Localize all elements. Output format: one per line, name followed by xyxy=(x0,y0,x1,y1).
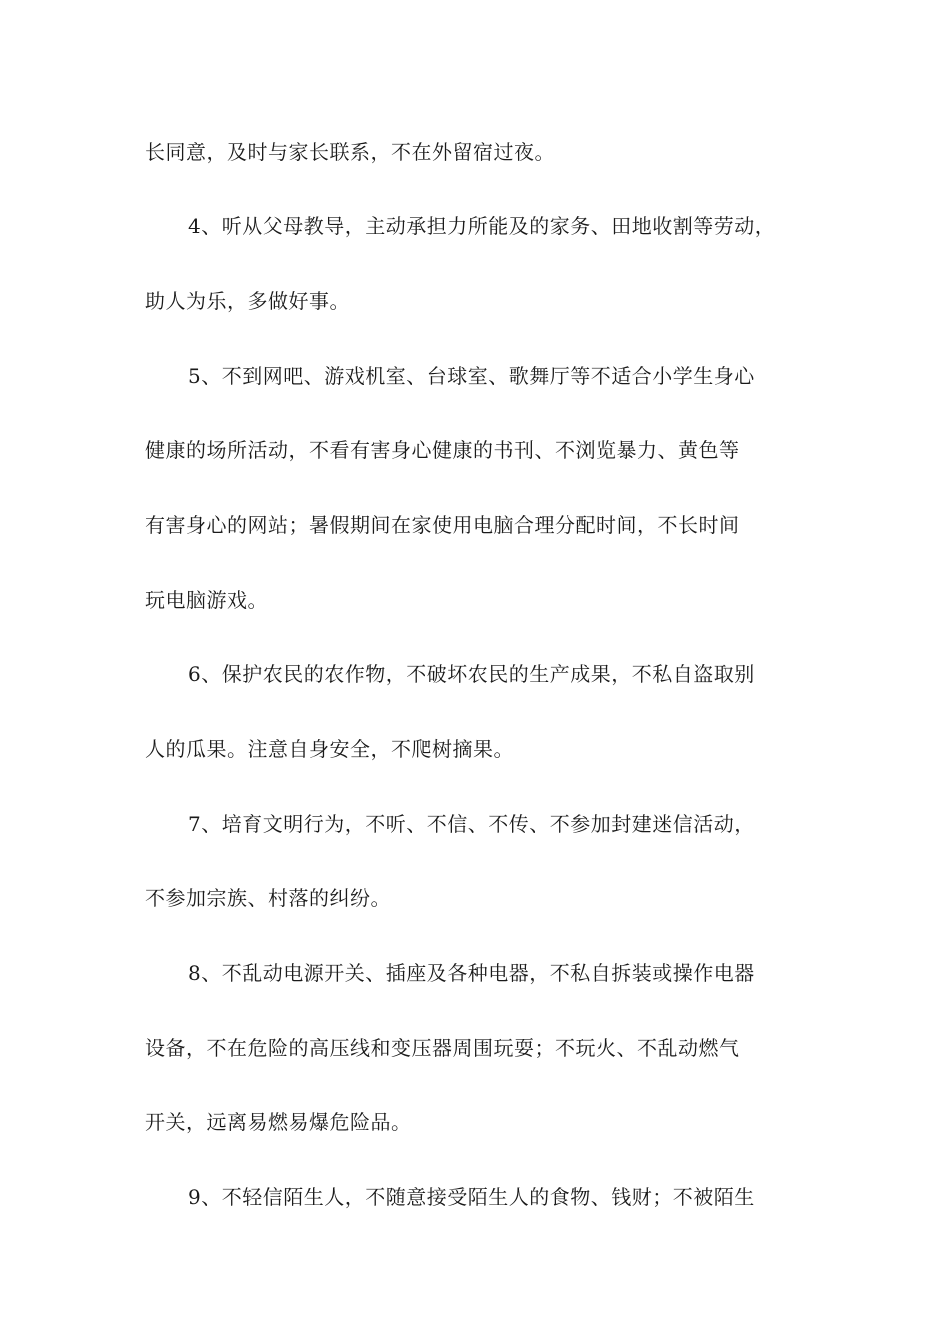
text-line: 8、不乱动电源开关、插座及各种电器，不私自拆装或操作电器 xyxy=(188,961,755,985)
text-line: 人的瓜果。注意自身安全，不爬树摘果。 xyxy=(145,737,514,761)
text-line: 设备，不在危险的高压线和变压器周围玩耍；不玩火、不乱动燃气 xyxy=(145,1036,740,1060)
text-line: 6、保护农民的农作物，不破坏农民的生产成果，不私自盗取别 xyxy=(188,662,755,686)
text-line: 不参加宗族、村落的纠纷。 xyxy=(145,886,391,910)
text-line: 5、不到网吧、游戏机室、台球室、歌舞厅等不适合小学生身心 xyxy=(188,364,755,388)
text-line: 玩电脑游戏。 xyxy=(145,588,268,612)
text-line: 有害身心的网站；暑假期间在家使用电脑合理分配时间，不长时间 xyxy=(145,513,740,537)
text-line: 助人为乐，多做好事。 xyxy=(145,289,350,313)
text-line: 9、不轻信陌生人，不随意接受陌生人的食物、钱财；不被陌生 xyxy=(188,1185,755,1209)
text-line: 4、听从父母教导，主动承担力所能及的家务、田地收割等劳动， xyxy=(188,214,776,238)
text-line: 长同意，及时与家长联系，不在外留宿过夜。 xyxy=(145,140,555,164)
text-line: 开关，远离易燃易爆危险品。 xyxy=(145,1110,412,1134)
text-line: 7、培育文明行为，不听、不信、不传、不参加封建迷信活动， xyxy=(188,812,755,836)
text-line: 健康的场所活动，不看有害身心健康的书刊、不浏览暴力、黄色等 xyxy=(145,438,740,462)
